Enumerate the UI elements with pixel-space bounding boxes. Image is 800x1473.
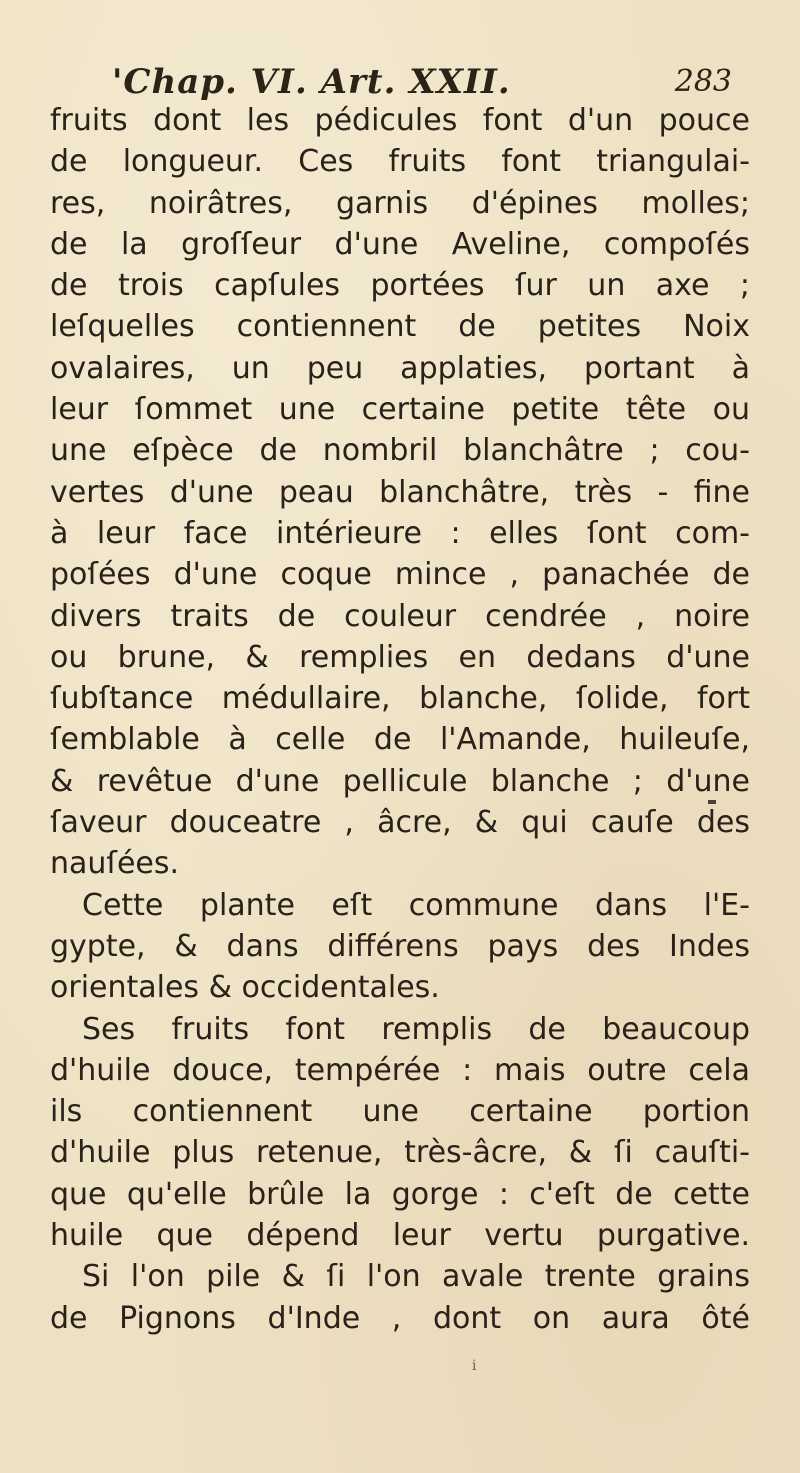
text-line: vertes d'une peau blanchâtre, très - fine — [50, 474, 750, 510]
text-line: de la groſſeur d'une Aveline, compoſés — [50, 226, 750, 262]
text-line: res, noirâtres, garnis d'épines molles; — [50, 185, 750, 221]
text-line: Cette plante eſt commune dans l'E- — [82, 887, 750, 923]
footer-mark: i — [472, 1358, 477, 1374]
text-line: Si l'on pile & ſi l'on avale trente grains — [82, 1259, 750, 1295]
text-line: & revêtue d'une pellicule blanche ; d'une — [50, 763, 750, 799]
text-line: huile que dépend leur vertu purgative. — [50, 1218, 750, 1254]
page-number: 283 — [674, 64, 732, 99]
text-line: ſubſtance médullaire, blanche, ſolide, fort — [50, 681, 750, 717]
page-header — [112, 62, 732, 102]
text-line: leſquelles contiennent de petites Noix — [50, 309, 750, 345]
text-line: Ses fruits font remplis de beaucoup — [82, 1011, 750, 1047]
text-line: leur ſommet une certaine petite tête ou — [50, 392, 750, 428]
text-line: nauſées. — [50, 846, 180, 882]
text-line: divers traits de couleur cendrée , noire — [50, 598, 750, 634]
text-line: ils contiennent une certaine portion — [50, 1094, 750, 1130]
text-line: de trois capſules portées ſur un axe ; — [50, 268, 750, 304]
text-line: de Pignons d'Inde , dont on aura ôté — [50, 1300, 750, 1336]
text-line: poſées d'une coque mince , panachée de — [50, 557, 750, 593]
text-line: fruits dont les pédicules font d'un pouce — [50, 103, 750, 138]
text-line: à leur face intérieure : elles ſont com- — [50, 515, 750, 551]
text-line: gypte, & dans différens pays des Indes — [50, 928, 750, 964]
text-line: ſemblable à celle de l'Amande, huileuſe, — [50, 722, 750, 758]
margin-dash — [708, 800, 716, 804]
text-line: ſaveur douceatre , âcre, & qui cauſe des — [50, 805, 750, 841]
text-line: une eſpèce de nombril blanchâtre ; cou- — [50, 433, 750, 469]
text-line: que qu'elle brûle la gorge : c'eſt de cette — [50, 1176, 750, 1212]
text-line: ovalaires, un peu applaties, portant à — [50, 350, 750, 386]
text-line: ou brune, & remplies en dedans d'une — [50, 639, 750, 675]
text-line: de longueur. Ces fruits font triangulai- — [50, 144, 750, 180]
body-text — [50, 100, 750, 1339]
text-line: orientales & occidentales. — [50, 970, 440, 1006]
text-line: d'huile douce, tempérée : mais outre cela — [50, 1052, 750, 1088]
text-line: d'huile plus retenue, très-âcre, & ſi cauſti- — [50, 1135, 750, 1171]
running-head: 'Chap. VI. Art. XXII. — [112, 62, 511, 102]
